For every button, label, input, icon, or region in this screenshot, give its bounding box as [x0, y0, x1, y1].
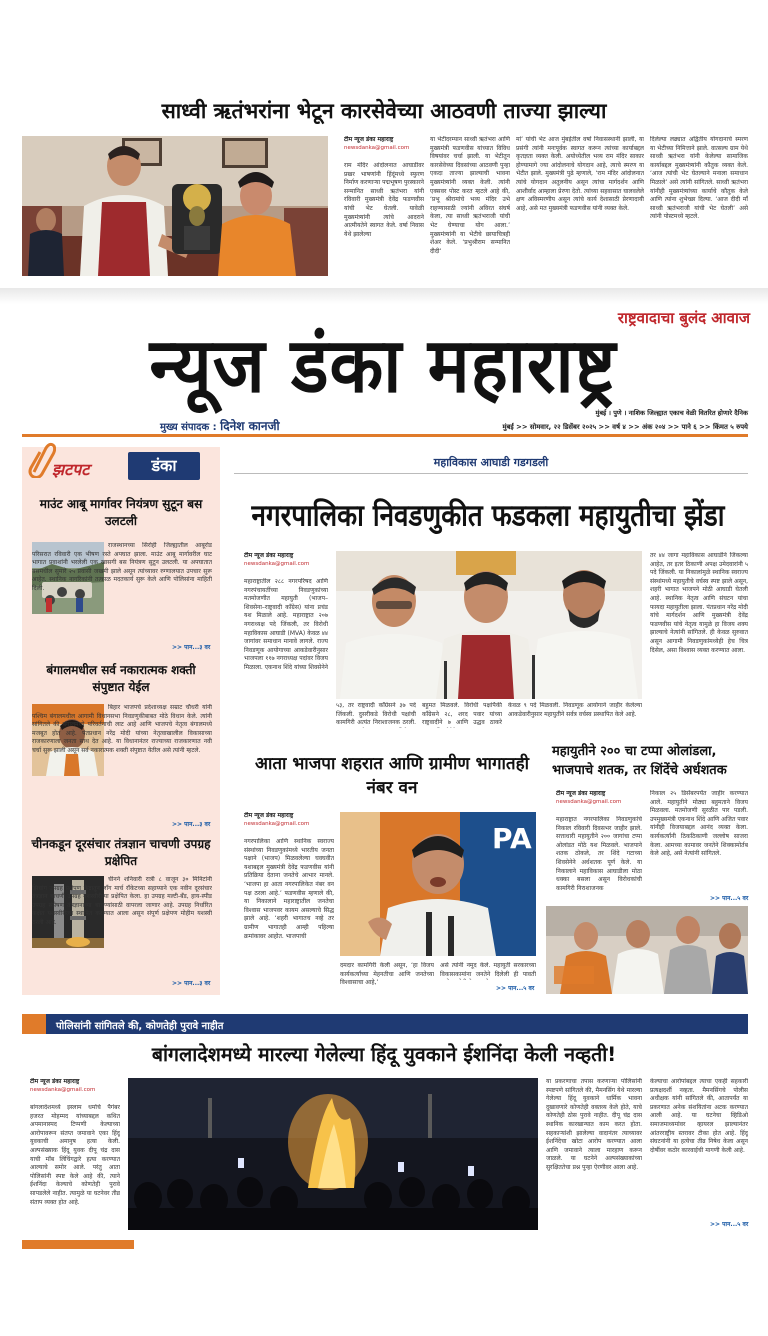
sidebar-item-2-text: बिहार भाजपचे प्रदेशाध्यक्ष सम्राट चौधरी यांनी पश्चिम बंगालमधील आगामी विधानसभा निवडणुकीबाबत मोठे विधान केले. त्यांनी सांगितले की बंगालमध्ये परिवर्तनाची लाट आहे आणि भाजपचे नेतृत्व बंगालमध्ये मजबूत होत आहे. पंतप्रधान नरेंद्र मोदी यांच्या नेतृत्वाखालील विकासाच्या राजकारणाला जनता साथ देत आहे. या विधानानंतर राज्याच्या राजकारणात नवी चर्चा सुरू झाली असून सर्व नकारात्मक शक्ती संपुष्टात येतील असे त्यांनी म्हटले.	[32, 704, 212, 754]
sidebar-item-1-text: राजस्थानच्या सिरोही जिल्ह्यातील आबूरोड परिसरात रविवारी एक भीषण रस्ते अपघात झाला. माउंट आबू मार्गावरील घाट भागात प्रवाशांनी भरलेली एक खासगी बस नियंत्रण सुटून उलटली. या अपघातात बसमधील सुमारे २५ प्रवासी जखमी झाले असून त्यांच्यावर रुग्णालयात उपचार सुरू आहेत. स्थानिक नागरिकांनी तत्काळ मदतकार्य सुरू केले आणि पोलिसांना माहिती दिली.	[32, 542, 212, 592]
main-story-byline: टीम न्यूज डंका महाराष्ट्र newsdanka@gmail.com	[244, 552, 328, 568]
sidebar-item-2-more-link[interactable]: >> पान...३ वर	[172, 821, 211, 828]
top-story-byline: टीम न्यूज डंका महाराष्ट्र newsdanka@gmail.com	[344, 136, 424, 152]
bottom-story-byline: टीम न्यूज डंका महाराष्ट्र newsdanka@gmail.com	[30, 1078, 120, 1094]
bottom-story-kicker: पोलिसांनी सांगितले की, कोणतेही पुरावे नाहीत	[56, 1021, 224, 1032]
main-story-headline: नगरपालिका निवडणुकीत फडकला महायुतीचा झेंडा	[251, 499, 725, 534]
main-story-text-col-2: ५३, तर राष्ट्रवादी काँग्रेसने ३७ पदे जिंकली. दुसरीकडे विरोधी पक्षांची कामगिरी अत्यंत निराशाजनक ठरली.	[336, 702, 416, 727]
third-story-more-link[interactable]: >> पान...५ वर	[710, 895, 749, 902]
main-story-photo	[336, 551, 642, 699]
kicker-underline	[234, 473, 748, 474]
sidebar-item-2-title: बंगालमधील सर्व नकारात्मक शक्ती संपुष्टात येईल	[46, 663, 196, 694]
masthead-slogan: राष्ट्रवादाचा बुलंद आवाज	[617, 309, 750, 327]
sidebar-item-3-more-link[interactable]: >> पान...३ वर	[172, 980, 211, 987]
main-story-kicker: महाविकास आघाडी गडगडली	[433, 456, 549, 469]
third-story-byline: टीम न्यूज डंका महाराष्ट्र newsdanka@gmail.com	[556, 790, 642, 806]
third-story-headline: महायुतीने २०० चा टप्पा ओलांडला, भाजपाचे शतक, तर शिंदेंचे अर्धशतक	[552, 744, 727, 778]
byline-email: newsdanka@gmail.com	[244, 821, 310, 827]
top-story-text-col-3: मां’ यांची भेट आज मुंबईतील वर्षा निवासस्थानी झाली, या प्रसंगी त्यांनी मनःपूर्वक स्वागत करून त्यांच्या कार्याबद्दल कृतज्ञता व्यक्त केली. अयोध्येतील भव्य राम मंदिर साकार होण्यामागे ज्या आंदोलनाचे योगदान आहे, त्याचे स्मरण या भेटीत झाले. मुख्यमंत्री पुढे म्हणाले, ‘राम मंदिर आंदोलनात त्यांचे योगदान अतुलनीय असून त्यांचा मार्गदर्शन आणि आशीर्वाद आम्हाला प्रेरणा देतो. त्यांच्या सहवासात घालवलेले क्षण अविस्मरणीय असून त्यांचे कार्य देशासाठी प्रेरणादायी आहे, असे मत मुख्यमंत्री फडणवीस यांनी व्यक्त केले.	[516, 136, 644, 212]
bjp-story-text-col-3: असे त्यांनी नमूद केले. महायुती सरकारच्या विकासकामांना जनतेने दिलेली ही पावती	[440, 962, 536, 978]
bjp-story-headline: आता भाजपा शहरात आणि ग्रामीण भागातही नंबर वन	[254, 754, 530, 798]
top-story-text-col-2: या भेटीदरम्यान साध्वी ऋतंभरा आणि मुख्यमंत्री फडणवीस यांच्यात विविध विषयांवर चर्चा झाली. या भेटीतून कारसेवेच्या दिवसांच्या आठवणी पुन्हा एकदा ताज्या झाल्याची भावना मुख्यमंत्र्यांनी व्यक्त केली. त्यांनी एक्सवर पोस्ट करत म्हटले आहे की, ‘प्रभू श्रीरामांचे भव्य मंदिर उभे राहण्यासाठी ज्यांनी अविरत संघर्ष केला, त्या साध्वी ऋतंभराजी यांची भेट घेण्याचा योग आला.’ मुख्यमंत्र्यांनी या भेटीचे छायाचित्रही शेअर केले. ‘प्रभुश्रीराम सन्मानित दीदी’	[430, 136, 510, 255]
main-story-text-col-5: तर ४४ जागा महाविकास आघाडीने जिंकल्या आहेत, तर इतर ठिकाणी अपक्ष उमेदवारांनी ५ पदे जिंकली. या निकालांमुळे स्थानिक स्वराज्य संस्थांमध्ये महायुतीचे वर्चस्व स्पष्ट झाले असून, शहरी भागात भाजपने मोठी आघाडी घेतली आहे. स्थानिक नेतृत्व आणि संघटन यांचा फायदा महायुतीला झाला. पंतप्रधान नरेंद्र मोदी यांचे मार्गदर्शन आणि मुख्यमंत्री देवेंद्र फडणवीस यांचे नेतृत्व यामुळे हा विजय शक्य झाल्याचे नेत्यांनी सांगितले. ही केवळ सुरुवात असून आगामी निवडणुकांमध्येही हेच चित्र दिसेल, असा विश्वास व्यक्त करण्यात आला.	[650, 552, 748, 654]
sidebar-item-3-title: चीनकडून दूरसंचार तंत्रज्ञान चाचणी उपग्रह प्रक्षेपित	[31, 837, 211, 868]
sidebar-item-1-title: माउंट आबू मार्गावर नियंत्रण सुटून बस उलटली	[39, 497, 203, 528]
third-story-text-col-1: महाराष्ट्रात नगरपालिका निवडणुकांचे निकाल रविवारी दिवसभर जाहीर झाले. सत्ताधारी महायुतीने २०० जागांचा टप्पा ओलांडत मोठे यश मिळवले. भाजपाने शतक ठोकले, तर शिंदे गटाच्या शिवसेनेने अर्धशतक पूर्ण केले. या निकालाने महाविकास आघाडीला मोठा धक्का बसला असून विरोधकांची कामगिरी निराशाजनक	[556, 816, 642, 892]
section-divider	[0, 288, 768, 304]
bottom-story-more-link[interactable]: >> पान...५ वर	[710, 1221, 749, 1228]
sidebar-header	[22, 450, 220, 486]
sidebar-item-1-more-link[interactable]: >> पान...३ वर	[172, 644, 211, 651]
bottom-story-kicker-accent	[22, 1014, 46, 1034]
bjp-story-text-col-1: नगरपालिका आणि स्थानिक स्वराज्य संस्थांच्या निवडणुकांमध्ये भारतीय जनता पक्षाने (भाजप) मिळवलेल्या घवघवीत यशाबद्दल मुख्यमंत्री देवेंद्र फडणवीस यांनी प्रतिक्रिया देताना जनतेचे आभार मानले. ‘भाजपा हा आता नगरपालिकेत नंबर वन पक्ष ठरला आहे.’ फडणवीस म्हणाले की, या निकालाने महाराष्ट्रातील जनतेचा विश्वास भाजपवर कायम असल्याचे सिद्ध झाले आहे. ‘शहरी भागातच नव्हे तर ग्रामीण भागातही आम्ही पहिल्या क्रमांकावर आहोत. भाजपाची	[244, 838, 334, 940]
top-story-headline: साध्वी ऋतंभरांना भेटून कारसेवेच्या आठवणी ताज्या झाल्या	[161, 99, 607, 123]
main-story-text-col-4: केवळ ९ पदे मिळवली. निवडणूक आयोगाने जाहीर केलेल्या आकडेवारीनुसार महायुतीने सर्वत्र वर्चस्व प्रस्थापित केले आहे.	[508, 702, 642, 718]
bottom-story-photo	[128, 1078, 538, 1230]
main-story-text-col-1: महाराष्ट्रातील २८८ नगरपरिषद आणि नगरपंचायतींच्या निवडणुकांच्या मतमोजणीत महायुती (भाजप–शिवसेना–राष्ट्रवादी काँग्रेस) यांना प्रचंड यश मिळाले आहे. महाराष्ट्रात २०७ नगराध्यक्ष पदे जिंकली, तर विरोधी महाविकास आघाडी (MVA) केवळ ४४ जागांवर समाधान मानावे लागले. राज्य निवडणूक आयोगाच्या आकडेवारीनुसार भाजपला ११७ नगराध्यक्ष पदांवर विजय मिळाला. एकनाथ शिंदे यांच्या शिवसेनेने	[244, 578, 328, 671]
masthead-title: न्यूज डंका महाराष्ट्र	[149, 321, 617, 410]
sidebar-header-left: झटपट	[52, 460, 90, 479]
bottom-story-headline: बांगलादेशमध्ये मारल्या गेलेल्या हिंदू युवकाने ईशनिंदा केली नव्हती!	[151, 1043, 617, 1066]
editor-name: दिनेश कानजी	[220, 419, 280, 433]
bjp-story-text-col-2: दमदार कामगिरी केली असून, ‘हा विजय कार्यकर्त्यांच्या मेहनतीचा आणि जनतेच्या विश्वासाचा आहे,’	[340, 962, 434, 987]
byline-email: newsdanka@gmail.com	[344, 145, 410, 151]
masthead-rule	[22, 434, 748, 437]
third-story-photo	[546, 906, 748, 994]
byline-email: newsdanka@gmail.com	[556, 799, 622, 805]
byline-email: newsdanka@gmail.com	[30, 1087, 96, 1093]
svg-text:PA: PA	[492, 822, 532, 855]
byline-email: newsdanka@gmail.com	[244, 561, 310, 567]
top-story-photo	[22, 136, 328, 276]
bjp-story-photo	[340, 812, 536, 956]
sidebar-header-right: डंका	[128, 452, 200, 480]
bottom-story-text-col-2: या प्रकरणाचा तपास करणाऱ्या पोलिसांनी स्पष्टपणे सांगितले की, मैमनसिंग येथे मारल्या गेलेल्या हिंदू युवकाने धार्मिक भावना दुखावणारे कोणतेही वक्तव्य केले होते, याचे कोणतेही ठोस पुरावे नाहीत. दीपू चंद्र दास स्थानिक कारखान्यात काम करत होता. सहकाऱ्यांशी झालेल्या वादानंतर त्याच्यावर ईशनिंदेचा खोटा आरोप करण्यात आला आणि जमावाने त्याला मारहाण करून जाळले. या घटनेने अल्पसंख्याकांच्या सुरक्षिततेचा प्रश्न पुन्हा ऐरणीवर आला आहे.	[546, 1078, 642, 1171]
main-story-text-col-3: बहुमत मिळवले. विरोधी पक्षांपैकी काँग्रेसने २८, शरद पवार यांच्या राष्ट्रवादीने ७ आणि उद्धव ठाकरे	[422, 702, 502, 727]
top-story-text-col-4: दिलेल्या लढ्यात अद्वितीय योगदानाचे स्मरण या भेटीच्या निमित्ताने झाले. वात्सल्य ग्राम येथे साध्वी ऋतंभरा यांनी केलेल्या सामाजिक कार्याबद्दल मुख्यमंत्र्यांनी कौतुक व्यक्त केले. ‘आज त्यांची भेट घेतल्याने मनाला समाधान मिळाले’ असे त्यांनी सांगितले. साध्वी ऋतंभरा यांनीही मुख्यमंत्र्यांच्या कार्याचे कौतुक केले आणि त्यांना शुभेच्छा दिल्या. ‘आज दीदी माँ साध्वी ऋतंभराजी यांची भेट घेतली’ असे त्यांनी पोस्टमध्ये म्हटले.	[650, 136, 748, 221]
masthead-editor	[160, 417, 280, 434]
editor-label: मुख्य संपादक :	[160, 422, 217, 433]
top-story-text-col-1: राम मंदिर आंदोलनात आघाडीवर प्रखर भाषणांनी हिंदूंमध्ये स्फुरण निर्माण करणाऱ्या पद्मभूषण पुरस्कारने सन्मानित साध्वी ऋतंभरा यांनी रविवारी मुख्यमंत्री देवेंद्र फडणवीस यांची भेट घेतली. यावेळी मुख्यमंत्र्यांनी त्यांचे आदराने आत्मीयतेने स्वागत केले. वर्षा निवास येथे झालेल्या	[344, 162, 424, 238]
bottom-story-text-col-1: बांगलादेशमध्ये इस्लाम धर्माचे पैगंबर हजरत मोहम्मद यांच्याबद्दल कथित अपमानास्पद टिप्पणी केल्याच्या आरोपावरून संतप्त जमावाने एका हिंदू युवकाची अमानुष हत्या केली. अल्पसंख्याक हिंदू युवक दीपू चंद्र दास याची मॉब लिंचिंगद्वारे हत्या करण्यात आल्याचे समोर आले. परंतु आता पोलिसांनी स्पष्ट केले आहे की, त्याने ईशनिंदा केल्याचे कोणतेही पुरावे सापडलेले नाहीत. त्यामुळे या घटनेवर तीव्र संताप व्यक्त होत आहे.	[30, 1104, 120, 1206]
footer-accent-bar	[22, 1240, 134, 1249]
bjp-story-more-link[interactable]: >> पान...५ वर	[496, 985, 535, 992]
masthead-cities: मुंबई । पुणे । नाशिक जिल्ह्यात एकाच वेळी वितरित होणारे दैनिक	[595, 409, 748, 417]
third-story-text-col-2: निकाल २५ डिसेंबरपर्यंत जाहीर करण्यात आले. महायुतीने मोठ्या बहुमताने विजय मिळवला. मतमोजणी सुरळीत पार पडली. उपमुख्यमंत्री एकनाथ शिंदे आणि अजित पवार यांनीही विजयाबद्दल आनंद व्यक्त केला. कार्यकर्त्यांनी ठिकठिकाणी जल्लोष साजरा केला. आमच्या कामावर जनतेने शिक्कामोर्तब केले आहे, असे नेत्यांनी सांगितले.	[650, 790, 748, 858]
masthead-issue-line: मुंबई >> सोमवार, २२ डिसेंबर २०२५ >> वर्ष ४ >> अंक २०४ >> पाने ६ >> किंमत ५ रुपये	[502, 423, 748, 431]
bjp-story-byline: टीम न्यूज डंका महाराष्ट्र newsdanka@gmail.com	[244, 812, 334, 828]
bottom-story-text-col-3: केल्याचा आरोपांबद्दल त्याचा एकही सहकारी प्रत्यक्षदर्शी नव्हता. मैमनसिंगचे पोलीस अधीक्षक यांनी सांगितले की, आतापर्यंत या प्रकरणात अनेक संशयितांना अटक करण्यात आली आहे. या घटनेचा व्हिडिओ समाजमाध्यमांवर व्हायरल झाल्यानंतर आंतरराष्ट्रीय स्तरावर टीका होत आहे. हिंदू संघटनांनी या हत्येचा तीव्र निषेध केला असून दोषींवर कठोर कारवाईची मागणी केली आहे.	[650, 1078, 748, 1154]
sidebar-item-3-text: चीनने शनिवारी रात्री ८ वाजून ३० मिनिटांनी झिचांग उपग्रह प्रक्षेपण केंद्रातून लाँग मार्च रॉकेटच्या सहाय्याने एक नवीन दूरसंचार तंत्रज्ञान चाचणी उपग्रह यशस्वीरीत्या प्रक्षेपित केला. हा उपग्रह मल्टी-बँड, हाय-स्पीड उपग्रह संप्रेषण तंत्रज्ञानाच्या चाचण्यांसाठी वापरला जाणार आहे. उपग्रह निर्धारित कक्षेत यशस्वीरीत्या स्थापित करण्यात आला असून संपूर्ण प्रक्षेपण मोहीम यशस्वी ठरली आहे.	[32, 876, 212, 926]
